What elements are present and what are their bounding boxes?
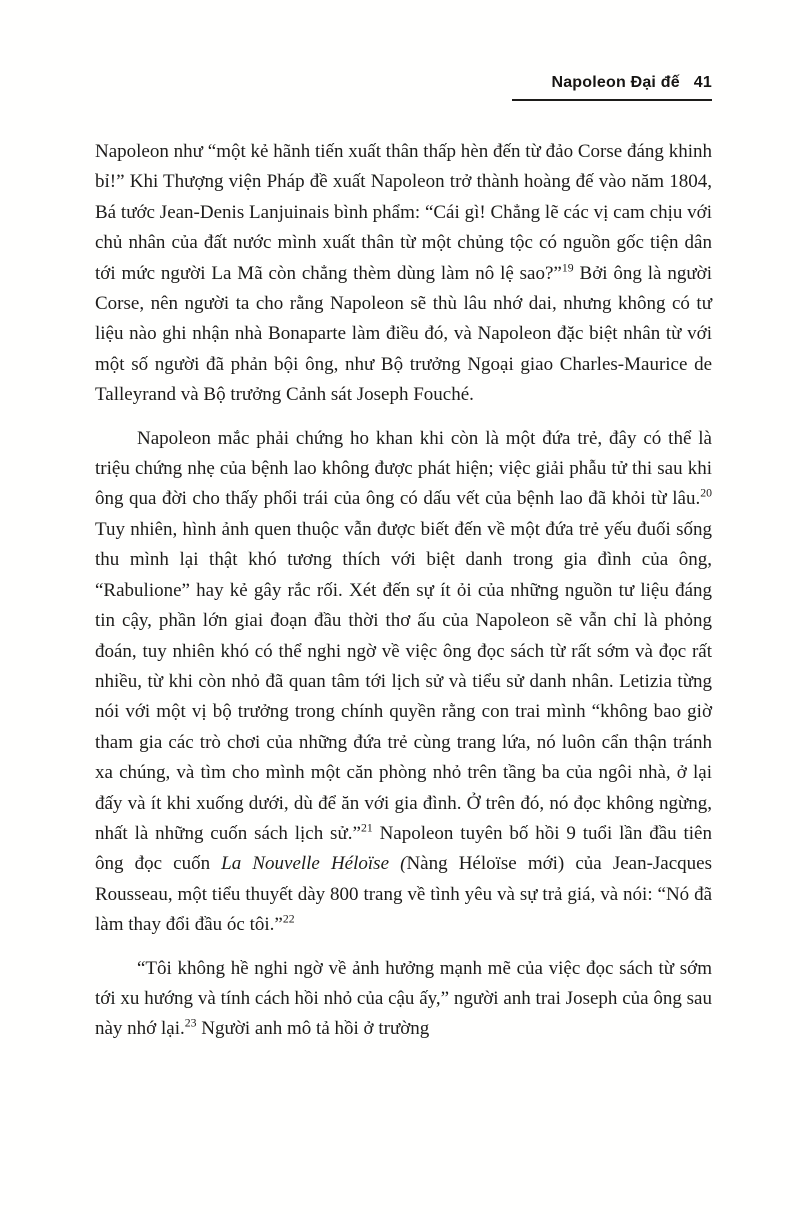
text-run: Napoleon tuyên bố hồi 9 tuổi lần đầu tiên ông đọc cuốn [95,822,712,875]
text-run: Napoleon như “một kẻ hãnh tiến xuất thân thấp hèn đến từ đảo Corse đáng khinh bỉ!” Khi Thượng viện Pháp đề xuất Napoleon trở thành hoàng đế vào năm 1804, Bá tước Jean-Denis Lanjuinais bình phẩm: “Cái gì! Chẳng lẽ các vị cam chịu với chủ nhân của đất nước mình xuất thân từ một chủng tộc có nguồn gốc tiện dân tới mức người La Mã còn chẳng thèm dùng làm nô lệ sao?” [95,141,712,284]
page-body [95,137,712,1045]
footnote-reference: 19 [561,261,574,275]
text-run: Bởi ông là người Corse, nên người ta cho rằng Napoleon sẽ thù lâu nhớ dai, nhưng không có tư liệu nào ghi nhận nhà Bonaparte làm điều đó, và Napoleon đặc biệt nhân từ với một số người đã phản bội ông, như Bộ trưởng Ngoại giao Charles-Maurice de Talleyrand và Bộ trưởng Cảnh sát Joseph Fouché. [95,262,712,406]
text-run: Nàng Héloïse mới) của Jean-Jacques Rousseau, một tiểu thuyết dày 800 trang về tình yêu và sự trả giá, và nói: “Nó đã làm thay đổi đầu óc tôi.” [95,853,712,936]
footnote-reference: 23 [184,1017,197,1031]
running-title: Napoleon Đại đế [551,74,680,91]
page-header [95,74,712,101]
running-head [95,74,712,92]
book-title-italic: La Nouvelle Héloïse ( [221,853,407,875]
paragraph [95,137,712,411]
text-run: Napoleon mắc phải chứng ho khan khi còn là một đứa trẻ, đây có thể là triệu chứng nhẹ của bệnh lao không được phát hiện; việc giải phẫu tử thi sau khi ông qua đời cho thấy phổi trái của ông có dấu vết của bệnh lao đã khỏi từ lâu. [95,427,712,510]
text-run: Người anh mô tả hồi ở trường [196,1018,430,1040]
footnote-reference: 21 [360,821,373,835]
header-rule [512,99,712,101]
paragraph [95,424,712,941]
text-run: Tuy nhiên, hình ảnh quen thuộc vẫn được biết đến về một đứa trẻ yếu đuối sống thu mình lại thật khó tương thích với biệt danh trong gia đình của ông, “Rabulione” hay kẻ gây rắc rối. Xét đến sự ít ỏi của những nguồn tư liệu đáng tin cậy, phần lớn giai đoạn đầu thời thơ ấu của Napoleon sẽ vẫn chỉ là phỏng đoán, tuy nhiên khó có thể nghi ngờ về việc ông đọc sách từ rất sớm và đọc rất nhiều, từ khi còn nhỏ đã quan tâm tới lịch sử và tiểu sử danh nhân. Letizia từng nói với một vị bộ trưởng trong chính quyền rằng con trai mình “không bao giờ tham gia các trò chơi của những đứa trẻ cùng trang lứa, nó luôn cẩn thận tránh xa chúng, và tìm cho mình một căn phòng nhỏ trên tầng ba của ngôi nhà, ở lại đấy và ít khi xuống dưới, dù để ăn với gia đình. Ở trên đó, nó đọc không ngừng, nhất là những cuốn sách lịch sử.” [95,518,712,844]
paragraph [95,954,712,1045]
footnote-reference: 22 [282,912,295,926]
text-run: “Tôi không hề nghi ngờ về ảnh hưởng mạnh mẽ của việc đọc sách từ sớm tới xu hướng và tính cách hồi nhỏ của cậu ấy,” người anh trai Joseph của ông sau này nhớ lại. [95,957,712,1040]
footnote-reference: 20 [700,487,712,501]
page-number: 41 [693,74,712,91]
